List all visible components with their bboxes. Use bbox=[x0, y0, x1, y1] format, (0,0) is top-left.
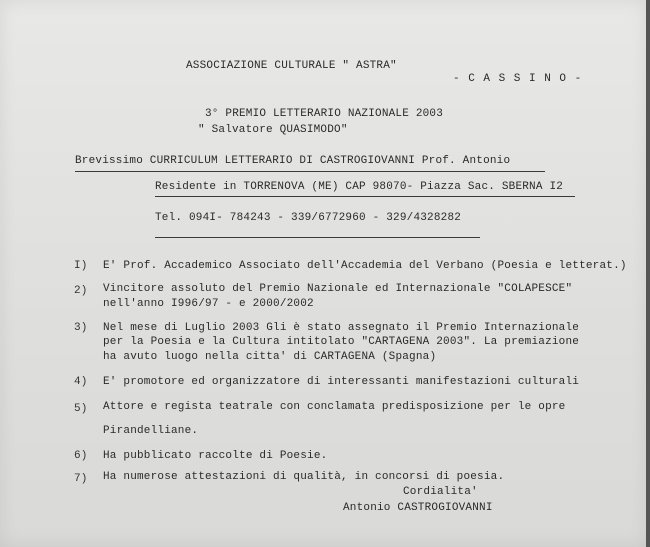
item-number: 4) bbox=[74, 376, 88, 388]
item-number: 2) bbox=[74, 285, 88, 297]
cv-phone: Tel. 094I- 784243 - 339/6772960 - 329/4328282 bbox=[155, 212, 462, 224]
item-number: 3) bbox=[74, 322, 88, 334]
closing-greeting: Cordialita' bbox=[403, 486, 478, 498]
scan-edge bbox=[646, 0, 650, 547]
item-text: Vincitore assoluto del Premio Nazionale ed Internazionale "COLAPESCE" bbox=[103, 283, 573, 295]
item-number: 6) bbox=[74, 450, 88, 462]
item-text: Ha pubblicato raccolte di Poesie. bbox=[103, 450, 328, 462]
award-title: 3° PREMIO LETTERARIO NAZIONALE 2003 bbox=[205, 108, 444, 120]
item-text: per la Poesia e la Cultura intitolato "CARTAGENA 2003". La premiazione bbox=[103, 336, 580, 348]
signature: Antonio CASTROGIOVANNI bbox=[343, 502, 493, 514]
item-text: E' promotore ed organizzatore di interessanti manifestazioni culturali bbox=[103, 376, 580, 388]
cv-title-rule bbox=[75, 171, 545, 172]
item-text: nell'anno I996/97 - e 2000/2002 bbox=[103, 298, 314, 310]
association-name: ASSOCIAZIONE CULTURALE " ASTRA" bbox=[186, 60, 397, 72]
item-number: 7) bbox=[74, 473, 88, 485]
item-number: I) bbox=[74, 260, 88, 272]
item-text: Pirandelliane. bbox=[103, 425, 199, 437]
phone-rule bbox=[155, 237, 480, 238]
cv-address: Residente in TORRENOVA (ME) CAP 98070- Piazza Sac. SBERNA I2 bbox=[155, 181, 564, 193]
item-text: Nel mese di Luglio 2003 Gli è stato assegnato il Premio Internazionale bbox=[103, 322, 580, 334]
item-text: E' Prof. Accademico Associato dell'Accademia del Verbano (Poesia e letterat.) bbox=[103, 260, 627, 272]
cv-title: Brevissimo CURRICULUM LETTERARIO DI CASTROGIOVANNI Prof. Antonio bbox=[75, 155, 511, 167]
item-text: Ha numerose attestazioni di qualità, in concorsi di poesia. bbox=[103, 471, 505, 483]
item-number: 5) bbox=[74, 403, 88, 415]
address-rule bbox=[155, 196, 575, 197]
item-text: Attore e regista teatrale con conclamata predisposizione per le opre bbox=[103, 401, 566, 413]
item-text: ha avuto luogo nella citta' di CARTAGENA (Spagna) bbox=[103, 351, 437, 363]
award-subtitle: " Salvatore QUASIMODO" bbox=[198, 124, 348, 136]
city-name: - C A S S I N O - bbox=[453, 73, 583, 85]
